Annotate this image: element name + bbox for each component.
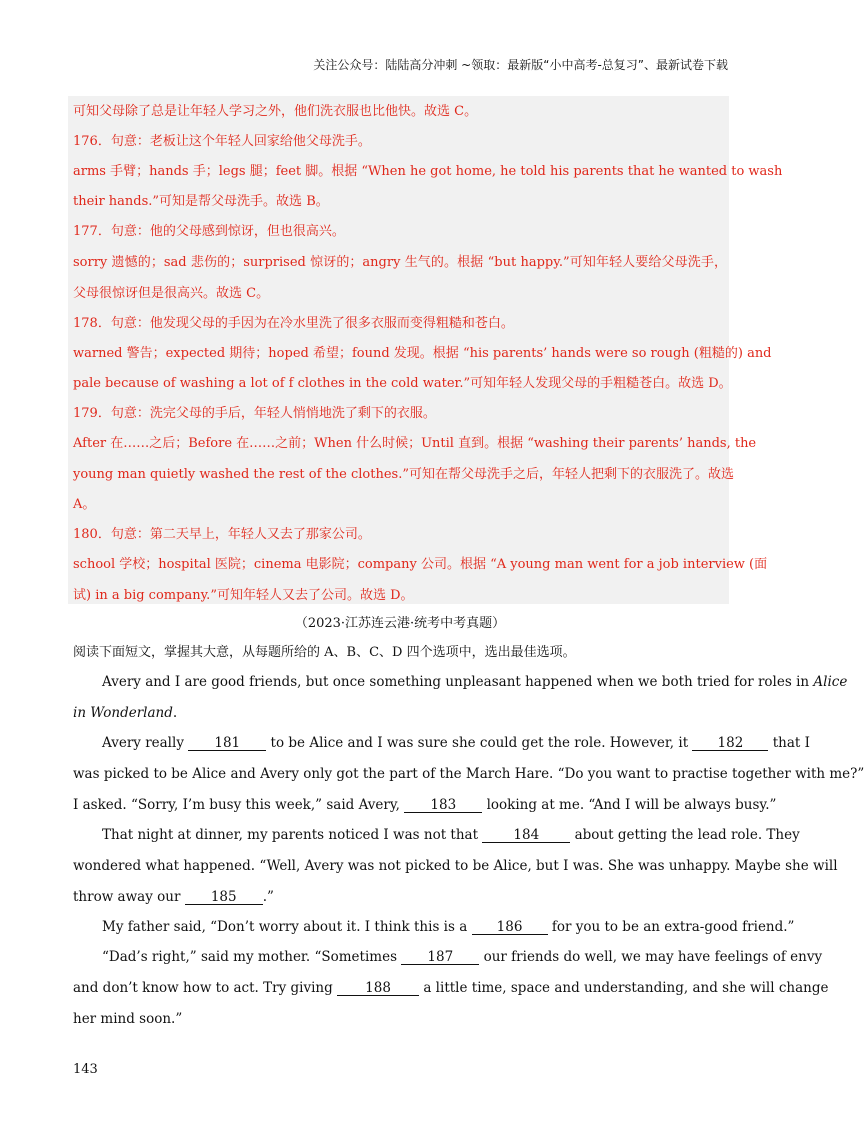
passage-line [73, 889, 274, 905]
answer-line: 179．句意：洗完父母的手后，年轻人悄悄地洗了剩下的衣服。 [73, 406, 436, 421]
passage-text: our friends do well, we may have feelings of envy [483, 949, 823, 965]
blank-187[interactable]: 187 [401, 950, 479, 965]
passage-line [102, 949, 822, 965]
passage-text: . [172, 705, 178, 721]
passage-text: a little time, space and understanding, and she will change [423, 980, 829, 996]
passage-line [102, 735, 810, 751]
passage-text: to be Alice and I was sure she could get the role. However, it [270, 735, 689, 751]
book-title: in Wonderland [73, 705, 173, 721]
passage-line [73, 705, 177, 721]
blank-181[interactable]: 181 [188, 736, 266, 751]
blank-184[interactable]: 184 [482, 828, 570, 843]
answer-line: warned 警告；expected 期待；hoped 希望；found 发现。根据 “his parents’ hands were so rough (粗糙的) and [73, 346, 772, 361]
passage-text: Avery and I are good friends, but once something unpleasant happened when we both tried for roles in [102, 674, 814, 690]
blank-183[interactable]: 183 [404, 798, 482, 813]
passage-text: That night at dinner, my parents noticed I was not that [102, 827, 479, 843]
passage-line [73, 797, 776, 813]
blank-185[interactable]: 185 [185, 890, 263, 905]
page-header: 关注公众号：陆陆高分冲刺 ~领取：最新版“小中高考-总复习”、最新试卷下载 [313, 58, 728, 72]
passage-line: wondered what happened. “Well, Avery was not picked to be Alice, but I was. She was unhappy. Maybe she will [73, 858, 838, 874]
answer-line: sorry 遗憾的；sad 悲伤的；surprised 惊讶的；angry 生气的。根据 “but happy.”可知年轻人要给父母洗手， [73, 255, 727, 270]
passage-text: Avery really [102, 735, 184, 751]
answer-line: school 学校；hospital 医院；cinema 电影院；company 公司。根据 “A young man went for a job interview (面 [73, 557, 768, 572]
passage-line: her mind soon.” [73, 1011, 183, 1027]
answer-line: pale because of washing a lot of f clothes in the cold water.”可知年轻人发现父母的手粗糙苍白。故选 D。 [73, 376, 732, 391]
reading-instruction: 阅读下面短文，掌握其大意，从每题所给的 A、B、C、D 四个选项中，选出最佳选项。 [73, 645, 576, 660]
passage-line [102, 827, 800, 843]
passage-text: that I [772, 735, 810, 751]
answer-line: 试) in a big company.”可知年轻人又去了公司。故选 D。 [73, 588, 414, 603]
answer-line: After 在……之后；Before 在……之前；When 什么时候；Until 直到。根据 “washing their parents’ hands, the [73, 436, 757, 451]
passage-text: “Dad’s right,” said my mother. “Sometimes [102, 949, 398, 965]
answer-line: 180．句意：第二天早上，年轻人又去了那家公司。 [73, 527, 371, 542]
question-source: （2023·江苏连云港·统考中考真题） [294, 616, 506, 631]
passage-line [73, 980, 828, 996]
blank-186[interactable]: 186 [472, 920, 548, 935]
passage-line: was picked to be Alice and Avery only got the part of the March Hare. “Do you want to practise together with me?” [73, 766, 864, 782]
passage-text: throw away our [73, 889, 181, 905]
answer-line: their hands.”可知是帮父母洗手。故选 B。 [73, 194, 329, 209]
page-number: 143 [73, 1062, 98, 1077]
passage-text: My father said, “Don’t worry about it. I think this is a [102, 919, 468, 935]
passage-text: looking at me. “And I will be always busy.” [486, 797, 777, 813]
passage-text: I asked. “Sorry, I’m busy this week,” said Avery, [73, 797, 400, 813]
blank-182[interactable]: 182 [692, 736, 768, 751]
answer-line: 可知父母除了总是让年轻人学习之外，他们洗衣服也比他快。故选 C。 [73, 104, 478, 119]
answer-line: 176．句意：老板让这个年轻人回家给他父母洗手。 [73, 134, 371, 149]
answer-line: 178．句意：他发现父母的手因为在冷水里洗了很多衣服而变得粗糙和苍白。 [73, 316, 514, 331]
book-title: Alice [813, 674, 848, 690]
blank-188[interactable]: 188 [337, 981, 419, 996]
answer-line: 177．句意：他的父母感到惊讶，但也很高兴。 [73, 224, 345, 239]
answer-line: A。 [73, 497, 96, 512]
answer-line: young man quietly washed the rest of the clothes.”可知在帮父母洗手之后，年轻人把剩下的衣服洗了。故选 [73, 467, 734, 482]
passage-text: and don’t know how to act. Try giving [73, 980, 333, 996]
answer-line: arms 手臂；hands 手；legs 腿；feet 脚。根据 “When he got home, he told his parents that he wanted to wash [73, 164, 783, 179]
passage-text: .” [262, 889, 274, 905]
passage-text: about getting the lead role. They [574, 827, 800, 843]
passage-line [102, 919, 794, 935]
passage-line [102, 674, 847, 690]
answer-line: 父母很惊讶但是很高兴。故选 C。 [73, 286, 270, 301]
passage-text: for you to be an extra-good friend.” [551, 919, 795, 935]
